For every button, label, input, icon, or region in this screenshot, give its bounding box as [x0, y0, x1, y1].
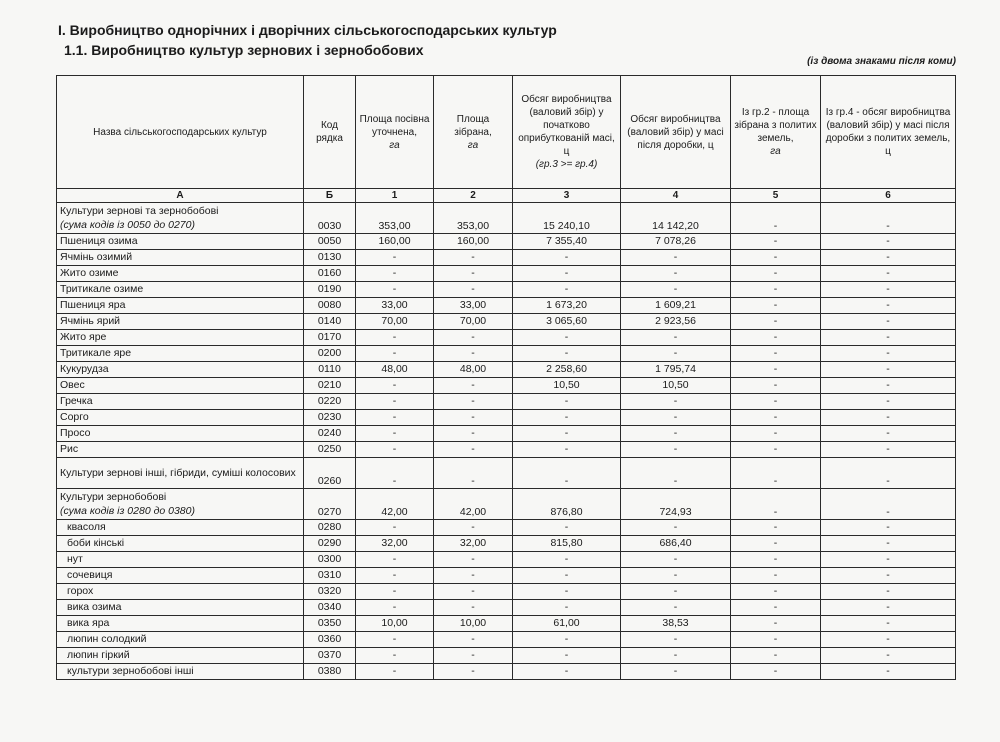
row-code: 0110 [304, 362, 356, 378]
row-code: 0080 [304, 298, 356, 314]
cell-gross-after: - [621, 648, 731, 664]
cell-irrigated-area: - [731, 458, 821, 489]
row-code: 0190 [304, 282, 356, 298]
row-code: 0280 [304, 520, 356, 536]
row-code: 0050 [304, 234, 356, 250]
crop-name: вика озима [67, 601, 122, 613]
cell-irrigated-gross: - [821, 552, 956, 568]
cell-harvested-area: - [434, 552, 513, 568]
cell-gross-after: 7 078,26 [621, 234, 731, 250]
crop-name: Кукурудза [60, 363, 109, 375]
cell-irrigated-area: - [731, 330, 821, 346]
table-row [57, 394, 956, 410]
cell-harvested-area: - [434, 664, 513, 680]
cell-sown-area: - [356, 378, 434, 394]
cell-sown-area: 33,00 [356, 298, 434, 314]
cell-gross-after: 1 795,74 [621, 362, 731, 378]
cell-sown-area: 70,00 [356, 314, 434, 330]
table-row [57, 489, 956, 520]
cell-sown-area: 42,00 [356, 489, 434, 520]
row-code: 0160 [304, 266, 356, 282]
table-row [57, 664, 956, 680]
table-row [57, 203, 956, 234]
cell-irrigated-area: - [731, 442, 821, 458]
cell-irrigated-gross: - [821, 568, 956, 584]
crop-name: сочевиця [67, 569, 113, 581]
table-row [57, 552, 956, 568]
cell-irrigated-gross: - [821, 664, 956, 680]
cell-harvested-area: 160,00 [434, 234, 513, 250]
crop-name: Культури зернові та зернобобові [60, 205, 219, 217]
crop-name-cell [57, 330, 304, 346]
cell-harvested-area: - [434, 442, 513, 458]
cell-irrigated-area: - [731, 378, 821, 394]
row-code: 0380 [304, 664, 356, 680]
cell-irrigated-gross: - [821, 234, 956, 250]
crop-name-cell [57, 648, 304, 664]
cell-sown-area: - [356, 250, 434, 266]
row-code: 0360 [304, 632, 356, 648]
row-code: 0250 [304, 442, 356, 458]
crop-name: квасоля [67, 521, 106, 533]
cell-irrigated-gross: - [821, 410, 956, 426]
col-letter: А [57, 189, 304, 203]
cell-gross-initial: 61,00 [513, 616, 621, 632]
cell-gross-initial: - [513, 442, 621, 458]
crop-name-cell [57, 266, 304, 282]
cell-irrigated-area: - [731, 520, 821, 536]
cell-irrigated-area: - [731, 536, 821, 552]
row-code: 0170 [304, 330, 356, 346]
cell-sown-area: - [356, 282, 434, 298]
cell-harvested-area: 48,00 [434, 362, 513, 378]
table-row [57, 234, 956, 250]
crop-name-cell [57, 426, 304, 442]
cell-harvested-area: - [434, 410, 513, 426]
cell-gross-initial: - [513, 346, 621, 362]
row-code: 0320 [304, 584, 356, 600]
cell-harvested-area: 42,00 [434, 489, 513, 520]
cell-gross-initial: - [513, 394, 621, 410]
cell-gross-initial: 1 673,20 [513, 298, 621, 314]
cell-irrigated-gross: - [821, 584, 956, 600]
table-row [57, 250, 956, 266]
cell-harvested-area: - [434, 584, 513, 600]
col-header-name: Назва сільськогосподарських культур [57, 76, 304, 189]
table-row [57, 314, 956, 330]
cell-irrigated-gross: - [821, 489, 956, 520]
crop-name-cell [57, 346, 304, 362]
cell-irrigated-area: - [731, 234, 821, 250]
cell-harvested-area: - [434, 378, 513, 394]
cell-irrigated-area: - [731, 648, 821, 664]
col-header-irrigated-area: Із гр.2 - площа зібрана з политих земель, га [731, 76, 821, 189]
cell-gross-after: - [621, 330, 731, 346]
cell-harvested-area: 33,00 [434, 298, 513, 314]
cell-gross-initial: - [513, 520, 621, 536]
crop-name-cell [57, 664, 304, 680]
row-code: 0370 [304, 648, 356, 664]
cell-irrigated-area: - [731, 282, 821, 298]
precision-note: (із двома знаками після коми) [807, 56, 956, 67]
cell-gross-after: - [621, 410, 731, 426]
crop-name-cell [57, 394, 304, 410]
cell-sown-area: - [356, 664, 434, 680]
cell-irrigated-area: - [731, 584, 821, 600]
cell-harvested-area: - [434, 458, 513, 489]
crop-name-cell [57, 568, 304, 584]
crop-production-table [56, 75, 956, 680]
row-code: 0310 [304, 568, 356, 584]
cell-gross-initial: - [513, 584, 621, 600]
row-code: 0240 [304, 426, 356, 442]
table-row [57, 346, 956, 362]
cell-harvested-area: - [434, 250, 513, 266]
cell-irrigated-area: - [731, 250, 821, 266]
cell-gross-after: 1 609,21 [621, 298, 731, 314]
crop-name-cell [57, 616, 304, 632]
row-code: 0220 [304, 394, 356, 410]
cell-irrigated-gross: - [821, 298, 956, 314]
row-code: 0260 [304, 458, 356, 489]
cell-irrigated-area: - [731, 266, 821, 282]
cell-harvested-area: - [434, 394, 513, 410]
cell-irrigated-area: - [731, 600, 821, 616]
crop-name-cell [57, 600, 304, 616]
cell-gross-after: - [621, 442, 731, 458]
col-header-irrigated-gross: Із гр.4 - обсяг виробництва (валовий збір) у масі після доробки з политих земель, ц [821, 76, 956, 189]
crop-name-cell [57, 378, 304, 394]
cell-gross-after: 14 142,20 [621, 203, 731, 234]
cell-sown-area: - [356, 394, 434, 410]
cell-sown-area: - [356, 266, 434, 282]
crop-sum-note: (сума кодів із 0050 до 0270) [60, 219, 195, 231]
cell-gross-initial: - [513, 250, 621, 266]
cell-gross-after: - [621, 568, 731, 584]
cell-irrigated-area: - [731, 410, 821, 426]
cell-gross-initial: - [513, 266, 621, 282]
section-heading: I. Виробництво однорічних і дворічних сільськогосподарських культур [58, 22, 557, 38]
row-code: 0290 [304, 536, 356, 552]
subsection-heading: 1.1. Виробництво культур зернових і зернобобових [64, 42, 424, 58]
cell-harvested-area: - [434, 282, 513, 298]
col-letter: 3 [513, 189, 621, 203]
crop-sum-note: (сума кодів із 0280 до 0380) [60, 505, 195, 517]
crop-name-cell [57, 552, 304, 568]
cell-gross-after: - [621, 584, 731, 600]
row-code: 0340 [304, 600, 356, 616]
cell-sown-area: 10,00 [356, 616, 434, 632]
cell-irrigated-gross: - [821, 600, 956, 616]
cell-gross-initial: 815,80 [513, 536, 621, 552]
table-row [57, 584, 956, 600]
cell-sown-area: - [356, 568, 434, 584]
table-row [57, 362, 956, 378]
table-row [57, 298, 956, 314]
cell-sown-area: - [356, 442, 434, 458]
cell-sown-area: - [356, 330, 434, 346]
crop-name: культури зернобобові інші [67, 665, 194, 677]
cell-sown-area: - [356, 346, 434, 362]
cell-irrigated-area: - [731, 362, 821, 378]
crop-name: Сорго [60, 411, 89, 423]
cell-gross-after: - [621, 394, 731, 410]
col-header-gross-initial: Обсяг виробництва (валовий збір) у початково оприбуткованій масі, ц (гр.3 >= гр.4) [513, 76, 621, 189]
crop-name: Гречка [60, 395, 93, 407]
cell-irrigated-area: - [731, 346, 821, 362]
cell-gross-initial: 2 258,60 [513, 362, 621, 378]
cell-irrigated-gross: - [821, 203, 956, 234]
table-body [57, 203, 956, 680]
cell-irrigated-area: - [731, 616, 821, 632]
cell-gross-after: - [621, 426, 731, 442]
cell-gross-initial: - [513, 632, 621, 648]
crop-name: люпин солодкий [67, 633, 147, 645]
crop-name: Ячмінь озимий [60, 251, 133, 263]
table-row [57, 616, 956, 632]
table-row [57, 520, 956, 536]
crop-name: Культури зернові інші, гібриди, суміші колосових [60, 467, 296, 479]
row-code: 0140 [304, 314, 356, 330]
cell-irrigated-area: - [731, 394, 821, 410]
cell-gross-initial: - [513, 600, 621, 616]
cell-gross-initial: 10,50 [513, 378, 621, 394]
crop-name-cell [57, 584, 304, 600]
row-code: 0130 [304, 250, 356, 266]
cell-irrigated-gross: - [821, 442, 956, 458]
table-row [57, 410, 956, 426]
cell-irrigated-area: - [731, 203, 821, 234]
table-row [57, 536, 956, 552]
cell-gross-initial: - [513, 458, 621, 489]
table-row [57, 648, 956, 664]
row-code: 0030 [304, 203, 356, 234]
crop-name: вика яра [67, 617, 110, 629]
cell-gross-initial: - [513, 330, 621, 346]
crop-name: Овес [60, 379, 85, 391]
cell-irrigated-area: - [731, 632, 821, 648]
cell-sown-area: - [356, 552, 434, 568]
cell-gross-after: - [621, 282, 731, 298]
cell-irrigated-area: - [731, 298, 821, 314]
cell-sown-area: 353,00 [356, 203, 434, 234]
table-row [57, 330, 956, 346]
cell-irrigated-gross: - [821, 266, 956, 282]
crop-name: Тритикале яре [60, 347, 132, 359]
cell-harvested-area: - [434, 600, 513, 616]
cell-gross-after: 38,53 [621, 616, 731, 632]
crop-name-cell [57, 536, 304, 552]
cell-harvested-area: 353,00 [434, 203, 513, 234]
cell-sown-area: 32,00 [356, 536, 434, 552]
cell-irrigated-gross: - [821, 648, 956, 664]
crop-name: Жито озиме [60, 267, 119, 279]
cell-irrigated-gross: - [821, 458, 956, 489]
cell-sown-area: - [356, 458, 434, 489]
cell-gross-after: - [621, 250, 731, 266]
crop-name: Тритикале озиме [60, 283, 144, 295]
cell-sown-area: - [356, 520, 434, 536]
cell-sown-area: - [356, 632, 434, 648]
cell-harvested-area: - [434, 568, 513, 584]
row-code: 0200 [304, 346, 356, 362]
cell-irrigated-area: - [731, 426, 821, 442]
cell-gross-after: - [621, 552, 731, 568]
cell-harvested-area: - [434, 346, 513, 362]
crop-name: Пшениця яра [60, 299, 126, 311]
table-row [57, 426, 956, 442]
cell-irrigated-gross: - [821, 536, 956, 552]
table-row [57, 568, 956, 584]
table-row [57, 378, 956, 394]
cell-irrigated-gross: - [821, 282, 956, 298]
cell-harvested-area: - [434, 426, 513, 442]
cell-gross-after: 686,40 [621, 536, 731, 552]
crop-name: нут [67, 553, 83, 565]
table-row [57, 442, 956, 458]
cell-gross-initial: - [513, 664, 621, 680]
cell-gross-initial: 876,80 [513, 489, 621, 520]
cell-harvested-area: 32,00 [434, 536, 513, 552]
crop-name-cell [57, 458, 304, 489]
crop-name: Пшениця озима [60, 235, 138, 247]
cell-irrigated-area: - [731, 489, 821, 520]
cell-sown-area: 160,00 [356, 234, 434, 250]
crop-name-cell [57, 314, 304, 330]
cell-irrigated-gross: - [821, 520, 956, 536]
cell-harvested-area: - [434, 520, 513, 536]
cell-gross-after: 724,93 [621, 489, 731, 520]
table-row [57, 458, 956, 489]
crop-name: Просо [60, 427, 91, 439]
col-letter: 6 [821, 189, 956, 203]
col-letter: Б [304, 189, 356, 203]
cell-harvested-area: - [434, 648, 513, 664]
cell-sown-area: - [356, 410, 434, 426]
crop-name: боби кінські [67, 537, 125, 549]
cell-gross-after: - [621, 346, 731, 362]
cell-irrigated-gross: - [821, 426, 956, 442]
cell-sown-area: 48,00 [356, 362, 434, 378]
col-letter: 5 [731, 189, 821, 203]
column-letters-row [57, 189, 956, 203]
cell-gross-initial: - [513, 282, 621, 298]
crop-name: люпин гіркий [67, 649, 130, 661]
cell-sown-area: - [356, 426, 434, 442]
cell-gross-after: 10,50 [621, 378, 731, 394]
col-letter: 2 [434, 189, 513, 203]
row-code: 0350 [304, 616, 356, 632]
cell-harvested-area: 10,00 [434, 616, 513, 632]
cell-gross-after: - [621, 632, 731, 648]
crop-name-cell [57, 489, 304, 520]
crop-name-cell [57, 362, 304, 378]
cell-gross-initial: - [513, 426, 621, 442]
crop-name-cell [57, 234, 304, 250]
cell-irrigated-gross: - [821, 378, 956, 394]
cell-sown-area: - [356, 648, 434, 664]
cell-irrigated-gross: - [821, 362, 956, 378]
col-letter: 1 [356, 189, 434, 203]
cell-gross-after: - [621, 520, 731, 536]
crop-name: Жито яре [60, 331, 107, 343]
row-code: 0270 [304, 489, 356, 520]
table-row [57, 632, 956, 648]
cell-gross-initial: - [513, 568, 621, 584]
cell-gross-initial: - [513, 648, 621, 664]
cell-irrigated-area: - [731, 552, 821, 568]
col-letter: 4 [621, 189, 731, 203]
crop-name: Культури зернобобові [60, 491, 167, 503]
cell-harvested-area: - [434, 266, 513, 282]
col-header-harvested-area: Площа зібрана, га [434, 76, 513, 189]
cell-gross-initial: - [513, 552, 621, 568]
cell-gross-initial: 3 065,60 [513, 314, 621, 330]
cell-irrigated-gross: - [821, 314, 956, 330]
crop-name-cell [57, 250, 304, 266]
col-header-code: Код рядка [304, 76, 356, 189]
col-header-gross-after: Обсяг виробництва (валовий збір) у масі після доробки, ц [621, 76, 731, 189]
cell-irrigated-gross: - [821, 346, 956, 362]
crop-name-cell [57, 203, 304, 234]
crop-name-cell [57, 410, 304, 426]
crop-name: Рис [60, 443, 79, 455]
cell-irrigated-area: - [731, 568, 821, 584]
cell-gross-initial: - [513, 410, 621, 426]
table-row [57, 600, 956, 616]
cell-irrigated-gross: - [821, 250, 956, 266]
cell-gross-after: - [621, 664, 731, 680]
table-row [57, 266, 956, 282]
cell-irrigated-gross: - [821, 330, 956, 346]
cell-sown-area: - [356, 600, 434, 616]
cell-gross-after: - [621, 266, 731, 282]
cell-gross-initial: 15 240,10 [513, 203, 621, 234]
crop-name: Ячмінь ярий [60, 315, 121, 327]
cell-harvested-area: - [434, 330, 513, 346]
crop-name-cell [57, 520, 304, 536]
cell-irrigated-gross: - [821, 632, 956, 648]
table-row [57, 282, 956, 298]
row-code: 0300 [304, 552, 356, 568]
col-header-sown-area: Площа посівна уточнена, га [356, 76, 434, 189]
cell-sown-area: - [356, 584, 434, 600]
cell-gross-after: - [621, 600, 731, 616]
crop-name-cell [57, 282, 304, 298]
cell-irrigated-gross: - [821, 394, 956, 410]
crop-name-cell [57, 298, 304, 314]
cell-harvested-area: - [434, 632, 513, 648]
cell-irrigated-gross: - [821, 616, 956, 632]
crop-name-cell [57, 632, 304, 648]
cell-gross-initial: 7 355,40 [513, 234, 621, 250]
crop-name-cell [57, 442, 304, 458]
header-row [57, 76, 956, 189]
cell-gross-after: - [621, 458, 731, 489]
row-code: 0230 [304, 410, 356, 426]
cell-harvested-area: 70,00 [434, 314, 513, 330]
crop-name: горох [67, 585, 94, 597]
cell-gross-after: 2 923,56 [621, 314, 731, 330]
cell-irrigated-area: - [731, 314, 821, 330]
cell-irrigated-area: - [731, 664, 821, 680]
row-code: 0210 [304, 378, 356, 394]
